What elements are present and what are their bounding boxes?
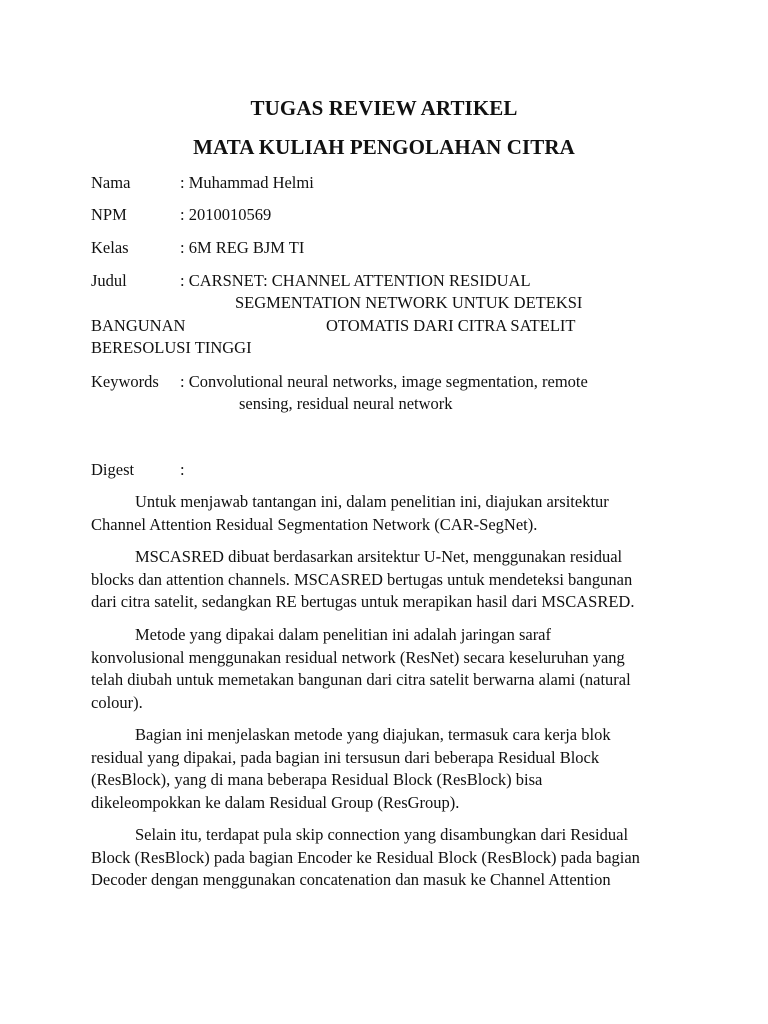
paragraph-line: dikeleompokkan ke dalam Residual Group (ResGroup). — [91, 792, 460, 812]
judul-label: Judul — [91, 271, 127, 290]
paragraph-2 — [91, 546, 681, 614]
paragraph-line: Selain itu, terdapat pula skip connection yang disambungkan dari Residual — [135, 825, 629, 844]
judul-line-2: SEGMENTATION NETWORK UNTUK DETEKSI — [235, 293, 583, 312]
judul-line-3b: OTOMATIS DARI CITRA SATELIT — [326, 316, 576, 335]
nama-label: Nama — [91, 173, 131, 192]
judul-line-4: BERESOLUSI TINGGI — [91, 338, 252, 357]
judul-line-3a: BANGUNAN — [91, 316, 186, 335]
paragraph-line: Untuk menjawab tantangan ini, dalam penelitian ini, diajukan arsitektur — [135, 492, 609, 511]
keywords-line-2: sensing, residual neural network — [239, 394, 453, 413]
digest-colon: : — [180, 460, 185, 479]
paragraph-1 — [91, 491, 681, 536]
document-subtitle: MATA KULIAH PENGOLAHAN CITRA — [193, 135, 575, 159]
paragraph-line: (ResBlock), yang di mana beberapa Residual Block (ResBlock) bisa — [91, 770, 543, 789]
paragraph-line: telah diubah untuk memetakan bangunan dari citra satelit berwarna alami (natural — [91, 670, 631, 689]
keywords-label: Keywords — [91, 372, 159, 391]
nama-value: : Muhammad Helmi — [180, 173, 314, 192]
paragraph-line: Bagian ini menjelaskan metode yang diajukan, termasuk cara kerja blok — [135, 725, 611, 744]
keywords-line-1: : Convolutional neural networks, image segmentation, remote — [180, 372, 588, 391]
paragraph-line: blocks dan attention channels. MSCASRED bertugas untuk mendeteksi bangunan — [91, 569, 633, 589]
kelas-value: : 6M REG BJM TI — [180, 238, 305, 257]
paragraph-4 — [91, 724, 681, 814]
paragraph-3 — [91, 624, 681, 714]
paragraph-line: konvolusional menggunakan residual network (ResNet) secara keseluruhan yang — [91, 647, 625, 667]
kelas-label: Kelas — [91, 238, 129, 257]
paragraph-line: MSCASRED dibuat berdasarkan arsitektur U-Net, menggunakan residual — [135, 547, 623, 566]
paragraph-line: Block (ResBlock) pada bagian Encoder ke Residual Block (ResBlock) pada bagian — [91, 847, 640, 867]
paragraph-line: dari citra satelit, sedangkan RE bertugas untuk merapikan hasil dari MSCASRED. — [91, 592, 635, 611]
paragraph-line: Channel Attention Residual Segmentation Network (CAR-SegNet). — [91, 514, 538, 534]
npm-label: NPM — [91, 205, 127, 224]
paragraph-line: residual yang dipakai, pada bagian ini tersusun dari beberapa Residual Block — [91, 747, 600, 767]
document-title: TUGAS REVIEW ARTIKEL — [250, 96, 518, 120]
paragraph-line: Metode yang dipakai dalam penelitian ini adalah jaringan saraf — [135, 625, 552, 644]
npm-value: : 2010010569 — [180, 205, 272, 224]
paragraph-line: Decoder dengan menggunakan concatenation dan masuk ke Channel Attention — [91, 870, 611, 889]
paragraph-5 — [91, 824, 681, 892]
judul-line-1: : CARSNET: CHANNEL ATTENTION RESIDUAL — [180, 271, 531, 290]
paragraph-line: colour). — [91, 692, 143, 712]
digest-label: Digest — [91, 460, 135, 479]
